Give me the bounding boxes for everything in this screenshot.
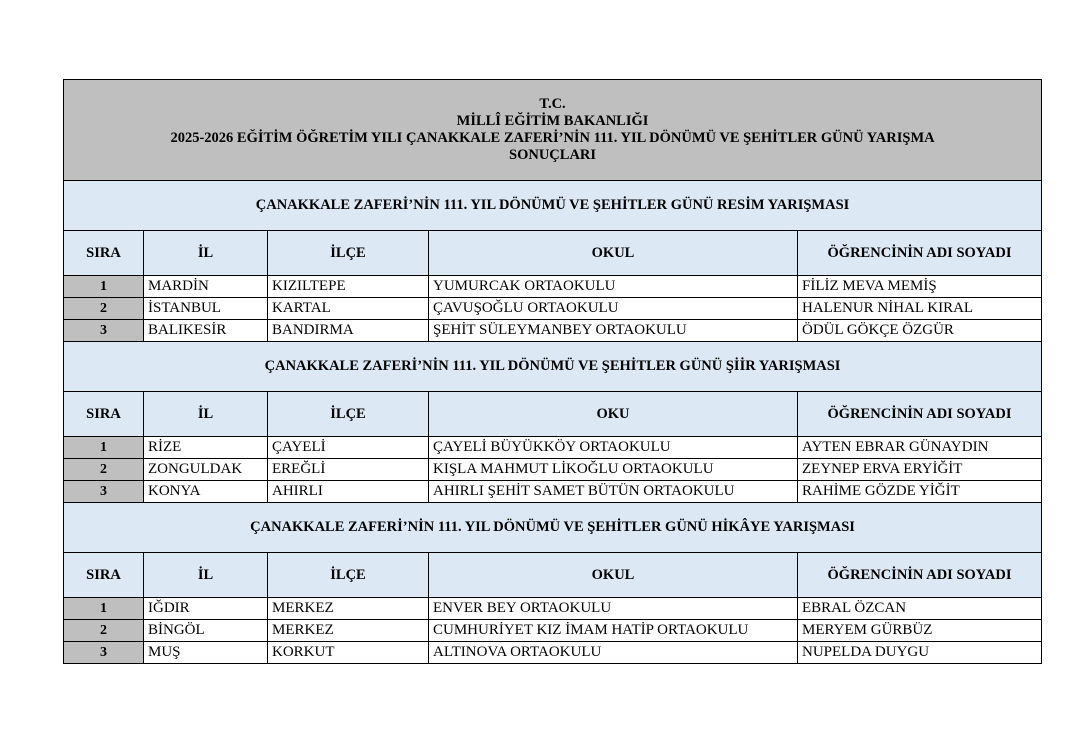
column-header-ogrenci: ÖĞRENCİNİN ADI SOYADI — [798, 231, 1042, 276]
column-header-ogrenci: ÖĞRENCİNİN ADI SOYADI — [798, 553, 1042, 598]
column-header-row — [64, 392, 1042, 437]
table-row — [64, 320, 1042, 342]
results-table — [63, 79, 1042, 664]
cell-sira: 2 — [64, 298, 144, 320]
header-title-cont: SONUÇLARI — [509, 147, 597, 163]
cell-okul: ÇAVUŞOĞLU ORTAOKULU — [429, 298, 798, 320]
cell-sira: 2 — [64, 459, 144, 481]
column-header-okul: OKUL — [429, 231, 798, 276]
cell-ogrenci: ZEYNEP ERVA ERYİĞİT — [798, 459, 1042, 481]
cell-ilce: MERKEZ — [268, 598, 429, 620]
cell-ogrenci: RAHİME GÖZDE YİĞİT — [798, 481, 1042, 503]
cell-ogrenci: FİLİZ MEVA MEMİŞ — [798, 276, 1042, 298]
cell-sira: 1 — [64, 276, 144, 298]
table-row — [64, 437, 1042, 459]
cell-ogrenci: HALENUR NİHAL KIRAL — [798, 298, 1042, 320]
cell-ilce: ÇAYELİ — [268, 437, 429, 459]
section-title: ÇANAKKALE ZAFERİ’NİN 111. YIL DÖNÜMÜ VE ŞEHİTLER GÜNÜ ŞİİR YARIŞMASI — [64, 342, 1042, 392]
section-title-row — [64, 181, 1042, 231]
column-header-ogrenci: ÖĞRENCİNİN ADI SOYADI — [798, 392, 1042, 437]
column-header-sira: SIRA — [64, 553, 144, 598]
table-row — [64, 481, 1042, 503]
column-header-ilce: İLÇE — [268, 553, 429, 598]
table-row — [64, 276, 1042, 298]
table-row — [64, 598, 1042, 620]
cell-okul: AHIRLI ŞEHİT SAMET BÜTÜN ORTAOKULU — [429, 481, 798, 503]
cell-okul: ŞEHİT SÜLEYMANBEY ORTAOKULU — [429, 320, 798, 342]
cell-il: BİNGÖL — [144, 620, 268, 642]
column-header-okul: OKUL — [429, 553, 798, 598]
cell-sira: 1 — [64, 598, 144, 620]
cell-il: IĞDIR — [144, 598, 268, 620]
table-row — [64, 459, 1042, 481]
section-title: ÇANAKKALE ZAFERİ’NİN 111. YIL DÖNÜMÜ VE ŞEHİTLER GÜNÜ RESİM YARIŞMASI — [64, 181, 1042, 231]
cell-il: MARDİN — [144, 276, 268, 298]
cell-il: MUŞ — [144, 642, 268, 664]
cell-il: İSTANBUL — [144, 298, 268, 320]
column-header-sira: SIRA — [64, 392, 144, 437]
cell-il: BALIKESİR — [144, 320, 268, 342]
column-header-ilce: İLÇE — [268, 392, 429, 437]
column-header-il: İL — [144, 392, 268, 437]
cell-okul: KIŞLA MAHMUT LİKOĞLU ORTAOKULU — [429, 459, 798, 481]
cell-il: KONYA — [144, 481, 268, 503]
cell-il: ZONGULDAK — [144, 459, 268, 481]
cell-ogrenci: MERYEM GÜRBÜZ — [798, 620, 1042, 642]
cell-sira: 3 — [64, 642, 144, 664]
cell-sira: 3 — [64, 481, 144, 503]
cell-okul: YUMURCAK ORTAOKULU — [429, 276, 798, 298]
cell-ogrenci: AYTEN EBRAR GÜNAYDIN — [798, 437, 1042, 459]
header-tc: T.C. — [539, 96, 566, 112]
header-title: 2025-2026 EĞİTİM ÖĞRETİM YILI ÇANAKKALE ZAFERİ’NİN 111. YIL DÖNÜMÜ VE ŞEHİTLER GÜNÜ YARIŞMA — [170, 130, 935, 146]
table-row — [64, 642, 1042, 664]
cell-sira: 2 — [64, 620, 144, 642]
column-header-il: İL — [144, 553, 268, 598]
column-header-row — [64, 231, 1042, 276]
column-header-ilce: İLÇE — [268, 231, 429, 276]
cell-ilce: AHIRLI — [268, 481, 429, 503]
cell-ogrenci: NUPELDA DUYGU — [798, 642, 1042, 664]
document-header-cell — [64, 80, 1042, 181]
cell-okul: ALTINOVA ORTAOKULU — [429, 642, 798, 664]
column-header-il: İL — [144, 231, 268, 276]
cell-ilce: KIZILTEPE — [268, 276, 429, 298]
column-header-sira: SIRA — [64, 231, 144, 276]
cell-okul: CUMHURİYET KIZ İMAM HATİP ORTAOKULU — [429, 620, 798, 642]
cell-ogrenci: EBRAL ÖZCAN — [798, 598, 1042, 620]
cell-ilce: KARTAL — [268, 298, 429, 320]
cell-okul: ENVER BEY ORTAOKULU — [429, 598, 798, 620]
cell-il: RİZE — [144, 437, 268, 459]
cell-ilce: BANDIRMA — [268, 320, 429, 342]
header-ministry: MİLLÎ EĞİTİM BAKANLIĞI — [456, 113, 649, 129]
section-title-row — [64, 342, 1042, 392]
cell-okul: ÇAYELİ BÜYÜKKÖY ORTAOKULU — [429, 437, 798, 459]
section-title: ÇANAKKALE ZAFERİ’NİN 111. YIL DÖNÜMÜ VE ŞEHİTLER GÜNÜ HİKÂYE YARIŞMASI — [64, 503, 1042, 553]
document-header — [64, 80, 1042, 181]
table-row — [64, 298, 1042, 320]
column-header-row — [64, 553, 1042, 598]
table-row — [64, 620, 1042, 642]
cell-sira: 1 — [64, 437, 144, 459]
column-header-okul: OKU — [429, 392, 798, 437]
section-title-row — [64, 503, 1042, 553]
cell-ogrenci: ÖDÜL GÖKÇE ÖZGÜR — [798, 320, 1042, 342]
cell-sira: 3 — [64, 320, 144, 342]
results-document — [63, 79, 1041, 664]
cell-ilce: KORKUT — [268, 642, 429, 664]
cell-ilce: EREĞLİ — [268, 459, 429, 481]
cell-ilce: MERKEZ — [268, 620, 429, 642]
